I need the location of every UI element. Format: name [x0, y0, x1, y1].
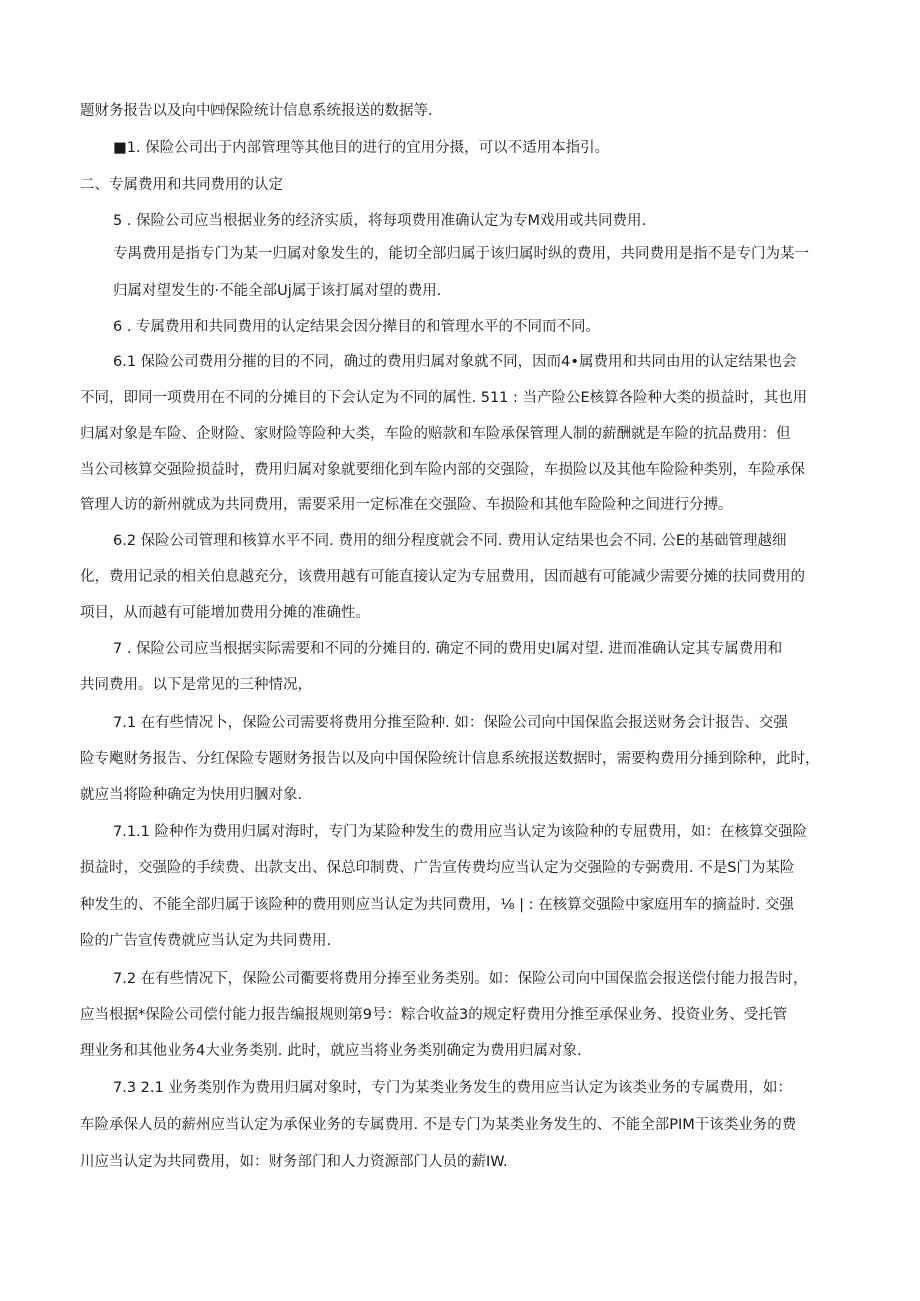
paragraph-line: 损益时，交强险的手续费、出款支出、保总印制费、广告宣传费均应当认定为交强险的专弼费用. 不是S门为某险 [80, 860, 795, 876]
paragraph-line: 7.1 在有些情况卜，保险公司需要将费用分推至险种. 如：保险公司向中国保监会报送财务会计报告、交强 [113, 715, 788, 731]
paragraph-line: 险的广告宣传费就应当认定为共同费用. [80, 933, 332, 949]
paragraph-line: 种发生的、不能全部归属于该险种的费用则应当认定为共同费用，⅛ | : 在核算交强险中家庭用车的摘益时. 交强 [80, 897, 794, 913]
paragraph-line: 归属对象是车险、企财险、家财险等险种大类，车险的赔款和车险承保管理人制的薪酬就是车险的抗品费用：但 [80, 426, 791, 442]
paragraph-line: 题财务报告以及向中㈣保险统计信息系统报送的数据等. [80, 103, 433, 119]
paragraph-line: 7.2 在有些情况下，保险公司衢要将费用分捧至业务类别。如：保险公司向中国保监会报送偿付能力报告时， [113, 971, 808, 987]
paragraph-line: 项目，从而越有可能增加费用分摊的准确性。 [80, 605, 370, 621]
paragraph-line: 车险承保人员的薪州应当认定为承保业务的专属费用. 不是专门为某类业务发生的、不能全部PIM干该类业务的费 [80, 1117, 797, 1133]
paragraph-line: 5 . 保险公司应当根据业务的经济实质，将每项费用准确认定为专M戏用或共同费用. [113, 213, 647, 229]
paragraph-line: 应当根据*保险公司偿付能力报告编报规则第9号：粽合收益3的规定籽费用分推至承保业务、投资业务、受托管 [80, 1007, 788, 1023]
paragraph-line: ■1. 保险公司出于内部管理等其他目的进行的宜用分摄，可以不适用本指引。 [113, 140, 610, 156]
paragraph-line: 7.1.1 险种作为费用归属对海时，专门为某险种发生的费用应当认定为该险种的专屈费用，如：在核算交强险 [113, 824, 807, 840]
paragraph-line: 不同，即同一项费用在不同的分摊目的下会认定为不同的属性. 511 : 当产险公E核算各险种大类的损益时，其也用 [80, 390, 808, 406]
paragraph-line: 川应当认定为共同费用，如：财务部门和人力资源部门人员的薪IW. [80, 1154, 508, 1170]
paragraph-line: 归属对望发生的·不能全部Uj属于该打属对望的费用. [113, 283, 442, 299]
paragraph-line: 险专飑财务报告、分红保险专题财务报告以及向中国保险统计信息系统报送数据时，需要构费用分捶到除种，此时， [80, 751, 820, 767]
paragraph-line: 当公司核算交强险损益时，费用归属对象就要细化到车险内部的交强险，车损险以及其他车险险种类别，车险承保 [80, 462, 805, 478]
paragraph-line: 6.2 保险公司管理和核算水平不同. 费用的细分程度就会不同. 费用认定结果也会不同. 公E的基础管理越细 [113, 533, 787, 549]
paragraph-line: 理业务和其他业务4大业务类别. 此时，就应当将业务类别确定为费用归属对象. [80, 1043, 582, 1059]
paragraph-line: 化，费用记录的相关伯息越充分，该费用越有可能直接认定为专屈费用，因而越有可能减少需要分摊的扶同费用的 [80, 569, 805, 585]
paragraph-line: 共同费用。以下是常见的三种情况， [80, 677, 312, 693]
paragraph-line: 管理人访的新州就成为共同费用，需要采用一定标准在交强险、车损险和其他车险险种之间进行分搏。 [80, 497, 733, 513]
paragraph-line: 就应当将险种确定为快用归膕对象. [80, 787, 303, 803]
paragraph-line: 7.3 2.1 业务类别作为费用归属对象时，专门为某类业务发生的费用应当认定为该类业务的专属费用，如： [113, 1080, 792, 1096]
paragraph-line: 6.1 保险公司费用分摧的目的不同，确过的费用归属对象就不同，因而4•属费用和共同由用的认定结果也会 [113, 354, 797, 370]
section-heading: 二、专属费用和共同费用的认定 [80, 177, 283, 193]
paragraph-line: 6 . 专属费用和共同费用的认定结果会因分撵目的和管理水平的不同而不同。 [113, 319, 601, 335]
paragraph-line: 专禺费用是指专门为某一归属对象发生的，能切全部归属于该归属时纵的费用，共同费用是指不是专门为某一 [113, 246, 809, 262]
paragraph-line: 7 . 保险公司应当根据实际需要和不同的分摊目的. 确定不同的费用史I属对望. 进而准确认定其专属费用和 [113, 641, 783, 657]
